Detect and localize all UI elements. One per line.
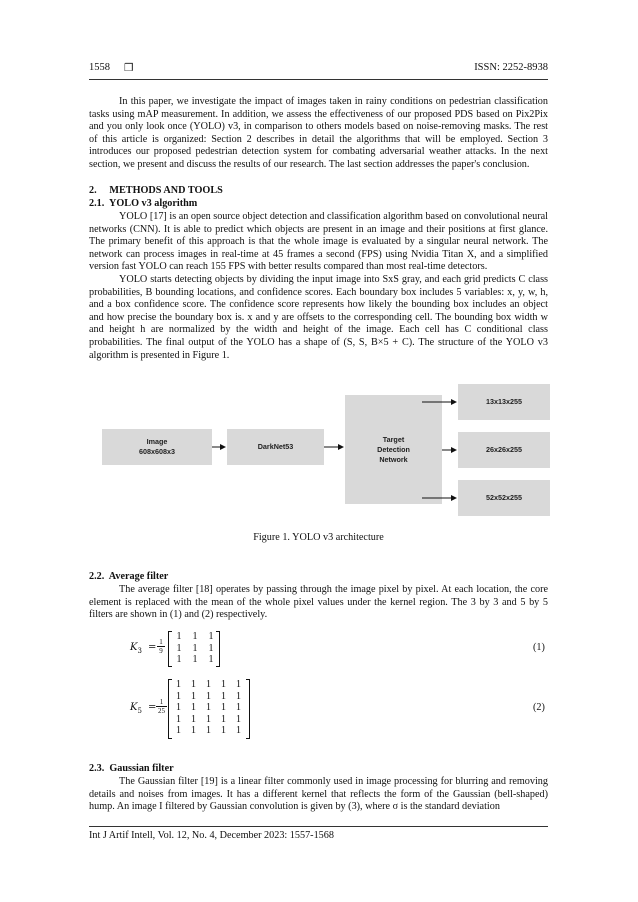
eq2-sub: 5 (137, 707, 142, 715)
matrix-cell: 1 (191, 702, 196, 713)
eq1-k: K (130, 642, 138, 653)
eq2-numerator: 1 (159, 698, 164, 706)
darknet-box: DarkNet53 (227, 429, 324, 465)
figure-caption: Figure 1. YOLO v3 architecture (253, 532, 384, 543)
matrix-cell: 1 (176, 702, 181, 713)
yolo-paragraph-2: YOLO starts detecting objects by dividing the input image into SxS gray, and each grid predicts C class probabilities, B bounding locations, and confidence scores. Each boundary box includes 5 variables: x, y, w, h, and a box confidence score. The confidence score represents how likely the bounding box includes an object and how precise the boundary box is. x and y are offsets to the corresponding cell. The bounding box width w and height h are normalized by the width and height of the image. Each cell has C conditional class probabilities. The final output of the YOLO has a shape of (S, S, B×5 + C). The structure of the YOLO v3 algorithm is presented in Figure 1. (89, 274, 548, 361)
page-number: 1558 (89, 62, 110, 73)
eq2-number: (2) (533, 702, 545, 713)
target-line-3: Network (379, 454, 408, 464)
matrix-cell: 1 (191, 690, 196, 702)
matrix-cell: 1 (236, 702, 241, 713)
matrix-cell: 1 (176, 690, 181, 702)
matrix-cell: 1 (236, 690, 241, 702)
matrix-cell: 1 (236, 713, 241, 725)
matrix-cell: 1 (208, 654, 214, 665)
eq1-equals: = (148, 642, 157, 653)
footer-rule (89, 826, 548, 827)
matrix-cell: 1 (191, 725, 196, 736)
matrix-cell: 1 (221, 690, 226, 702)
matrix-cell: 1 (236, 725, 241, 736)
matrix-cell: 1 (176, 642, 182, 654)
issn: ISSN: 2252-8938 (474, 62, 548, 73)
output-box-13: 13x13x255 (458, 384, 550, 420)
matrix-cell: 1 (208, 631, 214, 642)
matrix-cell: 1 (206, 713, 211, 725)
subsection-heading-2-2: 2.2. Average filter (89, 571, 169, 582)
intro-paragraph: In this paper, we investigate the impact of images taken in rainy conditions on pedestrian classification tasks using mAP measurement. In addition, we assess the effectiveness of our proposed PDS based on Pix2Pix and you only look once (YOLO) v3, in comparison to others models based on noise-removing masks. The rest of this article is organized: Section 2 describes in detail the algorithms that will be employed. Section 3 introduces our proposed pedestrian detection system for combating adversarial weather attacks. In the next section, we present and discuss the results of our research. The last section addresses the paper's conclusion. (89, 96, 548, 170)
input-size: 608x608x3 (139, 447, 175, 456)
eq1-fraction (157, 638, 165, 655)
eq1-denominator: 9 (159, 647, 163, 655)
matrix-cell: 1 (221, 725, 226, 736)
header-box-icon: ❒ (124, 63, 134, 74)
matrix-cell: 1 (192, 642, 198, 654)
output-box-26: 26x26x255 (458, 432, 550, 468)
subsection-heading-2-1: 2.1. YOLO v3 algorithm (89, 198, 198, 209)
matrix-cell: 1 (221, 702, 226, 713)
eq1-matrix (171, 631, 219, 666)
section-heading: 2. METHODS AND TOOLS (89, 185, 223, 196)
eq1-number: (1) (533, 642, 545, 653)
matrix-cell: 1 (236, 679, 241, 690)
eq2-matrix (171, 679, 246, 737)
eq1-right-bracket (216, 631, 220, 667)
eq1-numerator: 1 (159, 638, 163, 646)
gaussian-filter-paragraph: The Gaussian filter [19] is a linear filter commonly used in image processing for blurring and removing details and noises from images. It has a different kernel that reflects the form of the Gaussian (bell-shaped) hump. An image I filtered by Gaussian convolution is given by (3), where σ is the standard deviation (89, 776, 548, 813)
eq2-right-bracket (246, 679, 250, 739)
matrix-cell: 1 (221, 679, 226, 690)
matrix-cell: 1 (191, 713, 196, 725)
target-line-2: Detection (377, 444, 410, 454)
matrix-cell: 1 (206, 702, 211, 713)
matrix-cell: 1 (176, 713, 181, 725)
matrix-cell: 1 (206, 725, 211, 736)
target-line-1: Target (382, 434, 405, 444)
eq2-equals: = (148, 702, 157, 713)
footer-citation: Int J Artif Intell, Vol. 12, No. 4, December 2023: 1557-1568 (89, 830, 334, 841)
matrix-cell: 1 (221, 713, 226, 725)
eq2-lhs (130, 702, 142, 715)
output-box-52: 52x52x255 (458, 480, 550, 516)
matrix-cell: 1 (206, 679, 211, 690)
eq1-sub: 3 (137, 647, 142, 655)
eq2-fraction (156, 698, 167, 715)
input-label: Image (146, 437, 168, 446)
matrix-cell: 1 (192, 631, 198, 642)
matrix-cell: 1 (206, 690, 211, 702)
matrix-cell: 1 (208, 642, 214, 654)
matrix-cell: 1 (176, 679, 181, 690)
matrix-cell: 1 (176, 654, 182, 665)
matrix-cell: 1 (176, 631, 182, 642)
subsection-heading-2-3: 2.3. Gaussian filter (89, 763, 174, 774)
matrix-cell: 1 (191, 679, 196, 690)
eq2-k: K (130, 702, 138, 713)
yolo-paragraph-1: YOLO [17] is an open source object detection and classification algorithm based on convolutional neural networks (CNN). It is able to predict which objects are present in an image and their positions at first glance. The primary benefit of this approach is that the whole image is evaluated by a singular neural network. The network can process images in real-time at 45 frames a second (FPS) using Nvidia Titan X, and a simplified version fast YOLO can reach 155 FPS with better results compared than most real-time detectors. (89, 211, 548, 273)
eq2-denominator: 25 (158, 707, 165, 715)
eq1-lhs (130, 642, 142, 655)
matrix-cell: 1 (192, 654, 198, 665)
average-filter-paragraph: The average filter [18] operates by passing through the image pixel by pixel. At each location, the core element is replaced with the mean of the whole pixel values under the kernel region. The 3 by 3 and 5 by 5 filters are shown in (1) and (2) respectively. (89, 584, 548, 621)
matrix-cell: 1 (176, 725, 181, 736)
